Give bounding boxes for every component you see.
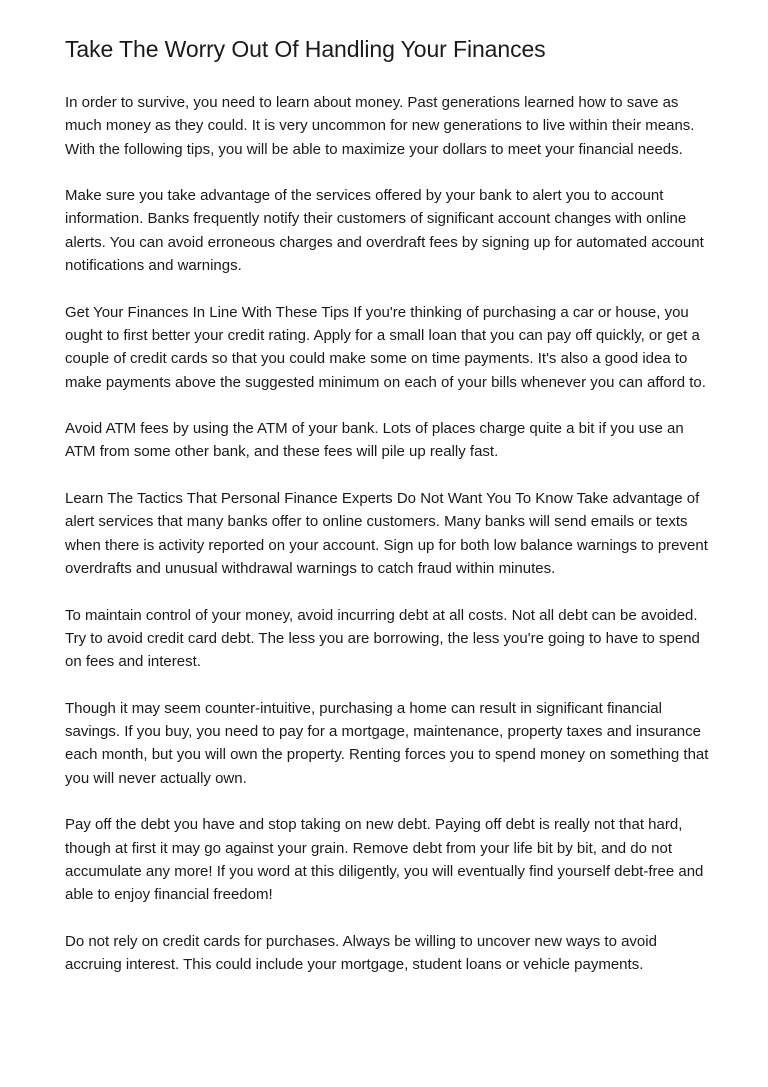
paragraph-list <box>65 91 712 976</box>
paragraph-home-purchase: Though it may seem counter-intuitive, purchasing a home can result in significant financial savings. If you buy, you need to pay for a mortgage, maintenance, property taxes and insurance each month, but you will own the property. Renting forces you to spend money on something that you will never actually own. <box>65 699 709 787</box>
paragraph-credit-rating: Get Your Finances In Line With These Tips If you're thinking of purchasing a car or house, you ought to first better your credit rating. Apply for a small loan that you can pay off quickly, or get a couple of credit cards so that you could make some on time payments. It's also a good idea to make payments above the suggested minimum on each of your bills whenever you can afford to. <box>65 303 706 391</box>
paragraph-credit-cards: Do not rely on credit cards for purchases. Always be willing to uncover new ways to avoid accruing interest. This could include your mortgage, student loans or vehicle payments. <box>65 932 657 973</box>
paragraph-intro: In order to survive, you need to learn about money. Past generations learned how to save as much money as they could. It is very uncommon for new generations to live within their means. With the following tips, you will be able to maximize your dollars to meet your financial needs. <box>65 94 695 158</box>
paragraph-atm-fees: Avoid ATM fees by using the ATM of your bank. Lots of places charge quite a bit if you use an ATM from some other bank, and these fees will pile up really fast. <box>65 420 684 461</box>
document-title: Take The Worry Out Of Handling Your Finances <box>65 36 546 62</box>
paragraph-pay-off-debt: Pay off the debt you have and stop taking on new debt. Paying off debt is really not that hard, though at first it may go against your grain. Remove debt from your life bit by bit, and do not accumulate any more! If you word at this diligently, you will eventually find yourself debt-free and able to enjoy financial freedom! <box>65 816 704 904</box>
paragraph-bank-alerts: Make sure you take advantage of the services offered by your bank to alert you to account information. Banks frequently notify their customers of significant account changes with online alerts. You can avoid erroneous charges and overdraft fees by signing up for automated account notifications and warnings. <box>65 187 704 275</box>
paragraph-avoid-debt: To maintain control of your money, avoid incurring debt at all costs. Not all debt can be avoided. Try to avoid credit card debt. The less you are borrowing, the less you're going to have to spend on fees and interest. <box>65 606 700 671</box>
paragraph-alert-services: Learn The Tactics That Personal Finance Experts Do Not Want You To Know Take advantage of alert services that many banks offer to online customers. Many banks will send emails or texts when there is activity reported on your account. Sign up for both low balance warnings to prevent overdrafts and unusual withdrawal warnings to catch fraud within minutes. <box>65 490 708 577</box>
